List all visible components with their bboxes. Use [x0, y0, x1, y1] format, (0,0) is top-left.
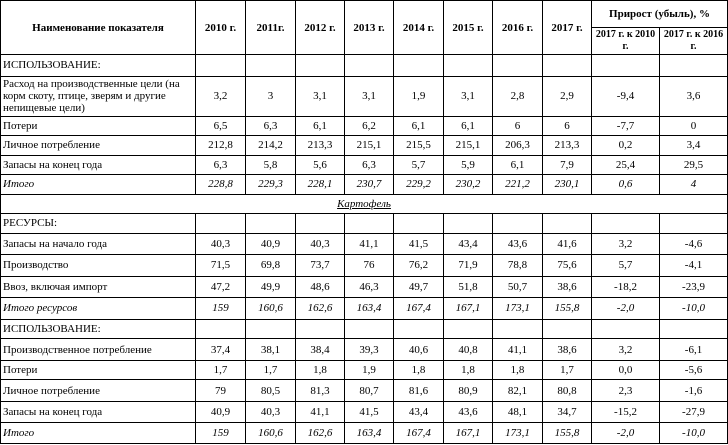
row-value: 41,6	[543, 233, 592, 255]
row-value: 215,5	[394, 136, 444, 156]
header-year: 2012 г.	[296, 1, 345, 55]
row-value: 206,3	[493, 136, 543, 156]
row-value: 167,1	[444, 298, 493, 320]
header-year: 2010 г.	[196, 1, 246, 55]
row-value: 2,3	[592, 380, 660, 402]
row-value: -4,1	[660, 255, 728, 277]
row-value	[246, 319, 296, 339]
header-growth: Прирост (убыль), %	[592, 1, 728, 28]
row-value: 82,1	[493, 380, 543, 402]
table-row	[1, 175, 728, 195]
row-value: 228,1	[296, 175, 345, 195]
row-label: Итого	[1, 423, 196, 444]
table-row	[1, 360, 728, 380]
row-value: 163,4	[345, 298, 394, 320]
row-value: 215,1	[444, 136, 493, 156]
row-value: 3,6	[660, 76, 728, 116]
row-value: 78,8	[493, 255, 543, 277]
row-value	[296, 319, 345, 339]
row-value: 43,4	[444, 233, 493, 255]
row-value: 40,6	[394, 339, 444, 361]
row-label: Потери	[1, 116, 196, 136]
row-value: 6,1	[444, 116, 493, 136]
row-value: 1,9	[394, 76, 444, 116]
row-value: 213,3	[296, 136, 345, 156]
row-value	[345, 55, 394, 77]
table-row	[1, 155, 728, 175]
row-value: 40,9	[246, 233, 296, 255]
row-value: 3,1	[345, 76, 394, 116]
row-value: 43,6	[444, 401, 493, 423]
row-value: 0	[660, 116, 728, 136]
row-value	[246, 55, 296, 77]
row-value	[345, 214, 394, 234]
section-label: ИСПОЛЬЗОВАНИЕ:	[1, 319, 196, 339]
row-value: 40,9	[196, 401, 246, 423]
table-row	[1, 380, 728, 402]
row-value: 71,9	[444, 255, 493, 277]
row-value: 1,8	[394, 360, 444, 380]
row-value: 34,7	[543, 401, 592, 423]
row-value: 6,1	[493, 155, 543, 175]
row-value: -7,7	[592, 116, 660, 136]
row-value: 41,5	[394, 233, 444, 255]
row-value: 5,7	[592, 255, 660, 277]
row-value: 3,1	[296, 76, 345, 116]
row-value: 43,6	[493, 233, 543, 255]
table-row	[1, 401, 728, 423]
row-label: Ввоз, включая импорт	[1, 276, 196, 298]
row-value	[543, 214, 592, 234]
row-value: -2,0	[592, 423, 660, 444]
row-value: 73,7	[296, 255, 345, 277]
row-value: -10,0	[660, 423, 728, 444]
row-label: Расход на производственные цели (на корм скоту, птице, зверям и другие непищевые цели)	[1, 76, 196, 116]
row-value: 2,9	[543, 76, 592, 116]
row-value: 0,0	[592, 360, 660, 380]
row-value: 7,9	[543, 155, 592, 175]
row-value: 163,4	[345, 423, 394, 444]
row-value: -23,9	[660, 276, 728, 298]
row-value: 155,8	[543, 423, 592, 444]
row-value: 6,3	[196, 155, 246, 175]
row-value: 214,2	[246, 136, 296, 156]
row-value: -10,0	[660, 298, 728, 320]
row-value: 39,3	[345, 339, 394, 361]
table-row	[1, 55, 728, 77]
table-row	[1, 339, 728, 361]
row-value: 40,3	[296, 233, 345, 255]
row-value: 162,6	[296, 423, 345, 444]
row-value: 160,6	[246, 423, 296, 444]
row-value: 3	[246, 76, 296, 116]
row-value	[246, 214, 296, 234]
row-value: 38,1	[246, 339, 296, 361]
row-value: 4	[660, 175, 728, 195]
row-value: 43,4	[394, 401, 444, 423]
crop-title: Картофель	[1, 194, 728, 214]
row-value: 1,8	[493, 360, 543, 380]
row-value: 213,3	[543, 136, 592, 156]
row-value: 5,9	[444, 155, 493, 175]
row-value	[543, 319, 592, 339]
row-value: 79	[196, 380, 246, 402]
row-value: -9,4	[592, 76, 660, 116]
row-value: 230,2	[444, 175, 493, 195]
row-value: 1,8	[296, 360, 345, 380]
table-row	[1, 319, 728, 339]
header-growth-vs-2010: 2017 г. к 2010 г.	[592, 28, 660, 55]
header-year: 2011г.	[246, 1, 296, 55]
header-growth-vs-2016: 2017 г. к 2016 г.	[660, 28, 728, 55]
row-value: 3,2	[592, 233, 660, 255]
row-value: 212,8	[196, 136, 246, 156]
row-value	[592, 55, 660, 77]
row-value: 38,6	[543, 276, 592, 298]
row-value: 3,1	[444, 76, 493, 116]
table-row	[1, 276, 728, 298]
row-value	[660, 55, 728, 77]
row-value: -4,6	[660, 233, 728, 255]
row-value: 47,2	[196, 276, 246, 298]
row-value: 1,7	[246, 360, 296, 380]
row-value: 221,2	[493, 175, 543, 195]
row-value	[394, 55, 444, 77]
row-value: 1,7	[543, 360, 592, 380]
row-label: Итого ресурсов	[1, 298, 196, 320]
row-value: 37,4	[196, 339, 246, 361]
row-value: 69,8	[246, 255, 296, 277]
row-label: Производство	[1, 255, 196, 277]
header-year: 2015 г.	[444, 1, 493, 55]
row-value	[196, 214, 246, 234]
row-label: Личное потребление	[1, 380, 196, 402]
row-value	[493, 214, 543, 234]
row-value: 173,1	[493, 298, 543, 320]
row-value: 229,3	[246, 175, 296, 195]
row-value: 228,8	[196, 175, 246, 195]
row-value: 2,8	[493, 76, 543, 116]
header-indicator: Наименование показателя	[1, 1, 196, 55]
row-value	[543, 55, 592, 77]
row-value: 51,8	[444, 276, 493, 298]
row-value: 155,8	[543, 298, 592, 320]
row-value: 167,4	[394, 423, 444, 444]
row-value	[444, 214, 493, 234]
row-value: 159	[196, 298, 246, 320]
row-value: 75,6	[543, 255, 592, 277]
row-value	[196, 319, 246, 339]
row-value: 1,9	[345, 360, 394, 380]
row-value	[296, 214, 345, 234]
section-label: РЕСУРСЫ:	[1, 214, 196, 234]
row-value: 5,7	[394, 155, 444, 175]
row-value: 41,1	[493, 339, 543, 361]
row-value	[394, 319, 444, 339]
row-value: 0,6	[592, 175, 660, 195]
row-value: 41,1	[296, 401, 345, 423]
row-value: 3,2	[592, 339, 660, 361]
row-value	[493, 55, 543, 77]
row-value	[444, 319, 493, 339]
header-year: 2013 г.	[345, 1, 394, 55]
row-value: 25,4	[592, 155, 660, 175]
row-value: -5,6	[660, 360, 728, 380]
row-value	[444, 55, 493, 77]
section-label: ИСПОЛЬЗОВАНИЕ:	[1, 55, 196, 77]
row-value	[660, 319, 728, 339]
row-value: 6,2	[345, 116, 394, 136]
table-row	[1, 214, 728, 234]
table-row	[1, 194, 728, 214]
row-value: 41,1	[345, 233, 394, 255]
row-value: 6,3	[345, 155, 394, 175]
table-row	[1, 233, 728, 255]
table-row	[1, 298, 728, 320]
table-row	[1, 255, 728, 277]
row-value: 215,1	[345, 136, 394, 156]
header-year: 2014 г.	[394, 1, 444, 55]
row-value: 6	[543, 116, 592, 136]
row-label: Запасы на конец года	[1, 401, 196, 423]
row-value: -2,0	[592, 298, 660, 320]
row-value: -6,1	[660, 339, 728, 361]
row-value: 41,5	[345, 401, 394, 423]
row-value: 50,7	[493, 276, 543, 298]
row-value: 159	[196, 423, 246, 444]
row-value: 46,3	[345, 276, 394, 298]
row-value: 229,2	[394, 175, 444, 195]
row-value: 38,4	[296, 339, 345, 361]
row-value: 76,2	[394, 255, 444, 277]
row-value	[196, 55, 246, 77]
row-value: 1,7	[196, 360, 246, 380]
row-value: 173,1	[493, 423, 543, 444]
row-value: -15,2	[592, 401, 660, 423]
header-year: 2016 г.	[493, 1, 543, 55]
row-value	[592, 214, 660, 234]
table-row	[1, 423, 728, 444]
row-value: 48,6	[296, 276, 345, 298]
row-label: Производственное потребление	[1, 339, 196, 361]
row-value	[592, 319, 660, 339]
row-value: -27,9	[660, 401, 728, 423]
row-value: 81,6	[394, 380, 444, 402]
row-value	[660, 214, 728, 234]
row-value: 49,9	[246, 276, 296, 298]
row-value: -1,6	[660, 380, 728, 402]
row-value	[296, 55, 345, 77]
row-value: 38,6	[543, 339, 592, 361]
row-value: 5,8	[246, 155, 296, 175]
row-value: 40,8	[444, 339, 493, 361]
row-value: 48,1	[493, 401, 543, 423]
row-value: 80,9	[444, 380, 493, 402]
row-value: 71,5	[196, 255, 246, 277]
table-row	[1, 76, 728, 116]
row-value: 1,8	[444, 360, 493, 380]
row-value: 160,6	[246, 298, 296, 320]
row-value: 80,7	[345, 380, 394, 402]
row-value: 6,3	[246, 116, 296, 136]
row-value: -18,2	[592, 276, 660, 298]
header-year: 2017 г.	[543, 1, 592, 55]
row-value: 80,8	[543, 380, 592, 402]
row-value: 167,4	[394, 298, 444, 320]
table-row	[1, 116, 728, 136]
row-value: 167,1	[444, 423, 493, 444]
row-label: Запасы на конец года	[1, 155, 196, 175]
row-label: Запасы на начало года	[1, 233, 196, 255]
row-value: 230,1	[543, 175, 592, 195]
table-row	[1, 136, 728, 156]
row-value: 80,5	[246, 380, 296, 402]
row-value: 76	[345, 255, 394, 277]
row-value: 6,1	[296, 116, 345, 136]
table-header	[1, 1, 728, 55]
row-value: 6	[493, 116, 543, 136]
row-label: Итого	[1, 175, 196, 195]
row-value: 29,5	[660, 155, 728, 175]
row-value	[394, 214, 444, 234]
row-value: 6,5	[196, 116, 246, 136]
row-value: 3,4	[660, 136, 728, 156]
row-value: 81,3	[296, 380, 345, 402]
row-value: 230,7	[345, 175, 394, 195]
row-value: 162,6	[296, 298, 345, 320]
row-value: 6,1	[394, 116, 444, 136]
row-value: 40,3	[196, 233, 246, 255]
row-value: 40,3	[246, 401, 296, 423]
row-label: Потери	[1, 360, 196, 380]
row-value: 0,2	[592, 136, 660, 156]
row-value	[345, 319, 394, 339]
row-value: 5,6	[296, 155, 345, 175]
table-body	[1, 55, 728, 444]
row-value: 49,7	[394, 276, 444, 298]
row-value: 3,2	[196, 76, 246, 116]
row-value	[493, 319, 543, 339]
row-label: Личное потребление	[1, 136, 196, 156]
